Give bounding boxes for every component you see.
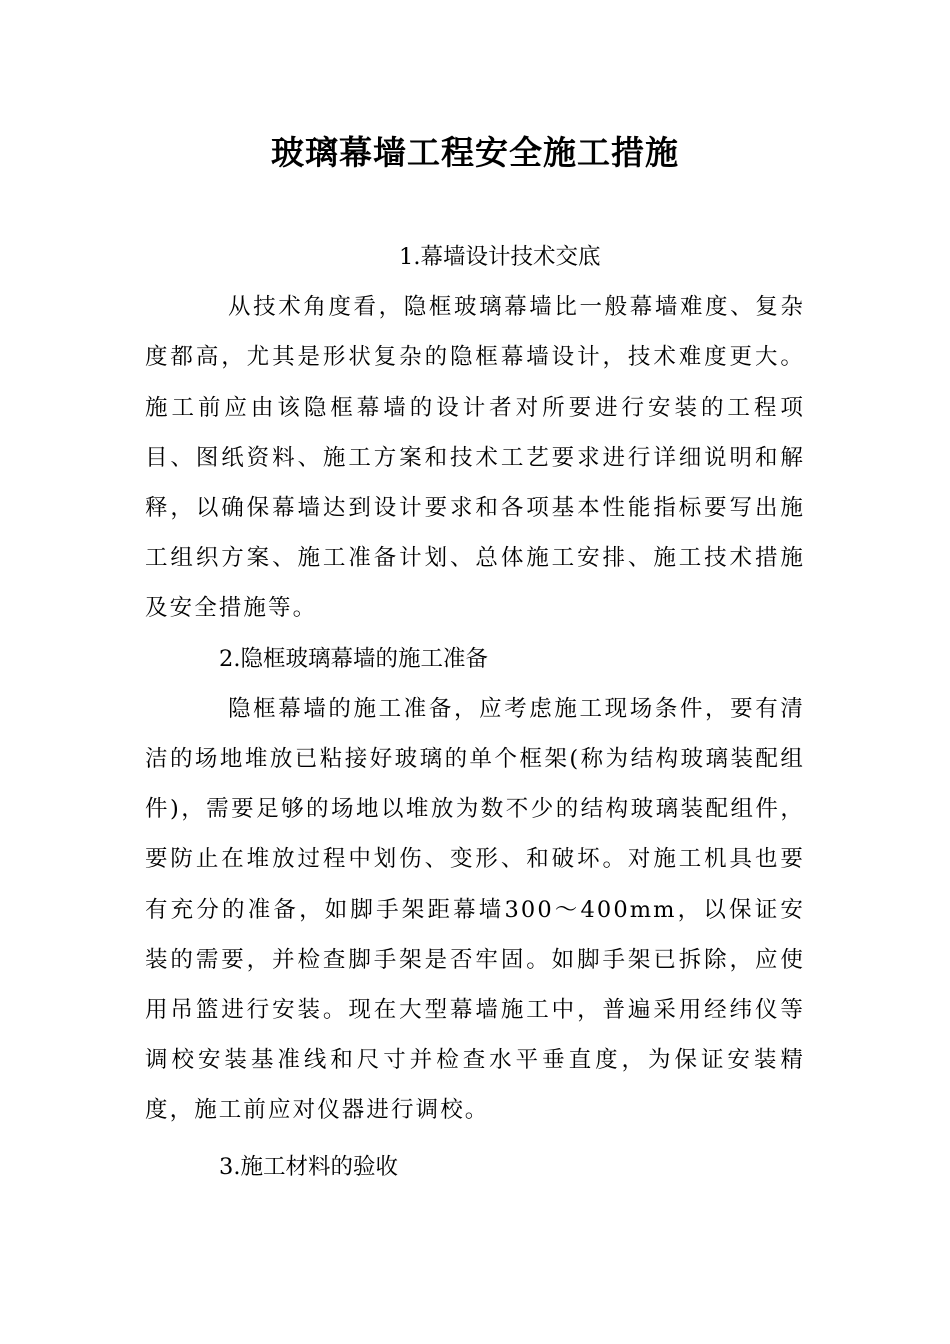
document-body — [145, 232, 805, 1192]
section-heading-1: 1.幕墙设计技术交底 — [399, 244, 601, 270]
section-paragraph-2: 隐框幕墙的施工准备，应考虑施工现场条件，要有清洁的场地堆放已粘接好玻璃的单个框架(称为结构玻璃装配组件)，需要足够的场地以堆放为数不少的结构玻璃装配组件，要防止在堆放过程中划伤、变形、和破坏。对施工机具也要有充分的准备，如脚手架距幕墙300～400mm，以保证安装的需要，并检查脚手架是否牢固。如脚手架已拆除，应使用吊篮进行安装。现在大型幕墙施工中，普遍采用经纬仪等调校安装基准线和尺寸并检查水平垂直度，为保证安装精度，施工前应对仪器进行调校。 — [145, 695, 805, 1124]
section-paragraph-1: 从技术角度看，隐框玻璃幕墙比一般幕墙难度、复杂度都高，尤其是形状复杂的隐框幕墙设计，技术难度更大。施工前应由该隐框幕墙的设计者对所要进行安装的工程项目、图纸资料、施工方案和技术工艺要求进行详细说明和解释，以确保幕墙达到设计要求和各项基本性能指标要写出施工组织方案、施工准备计划、总体施工安排、施工技术措施及安全措施等。 — [145, 294, 805, 622]
section-heading-2: 2.隐框玻璃幕墙的施工准备 — [219, 645, 488, 672]
document-title: 玻璃幕墙工程安全施工措施 — [271, 133, 679, 172]
section-heading-3: 3.施工材料的验收 — [219, 1153, 398, 1180]
